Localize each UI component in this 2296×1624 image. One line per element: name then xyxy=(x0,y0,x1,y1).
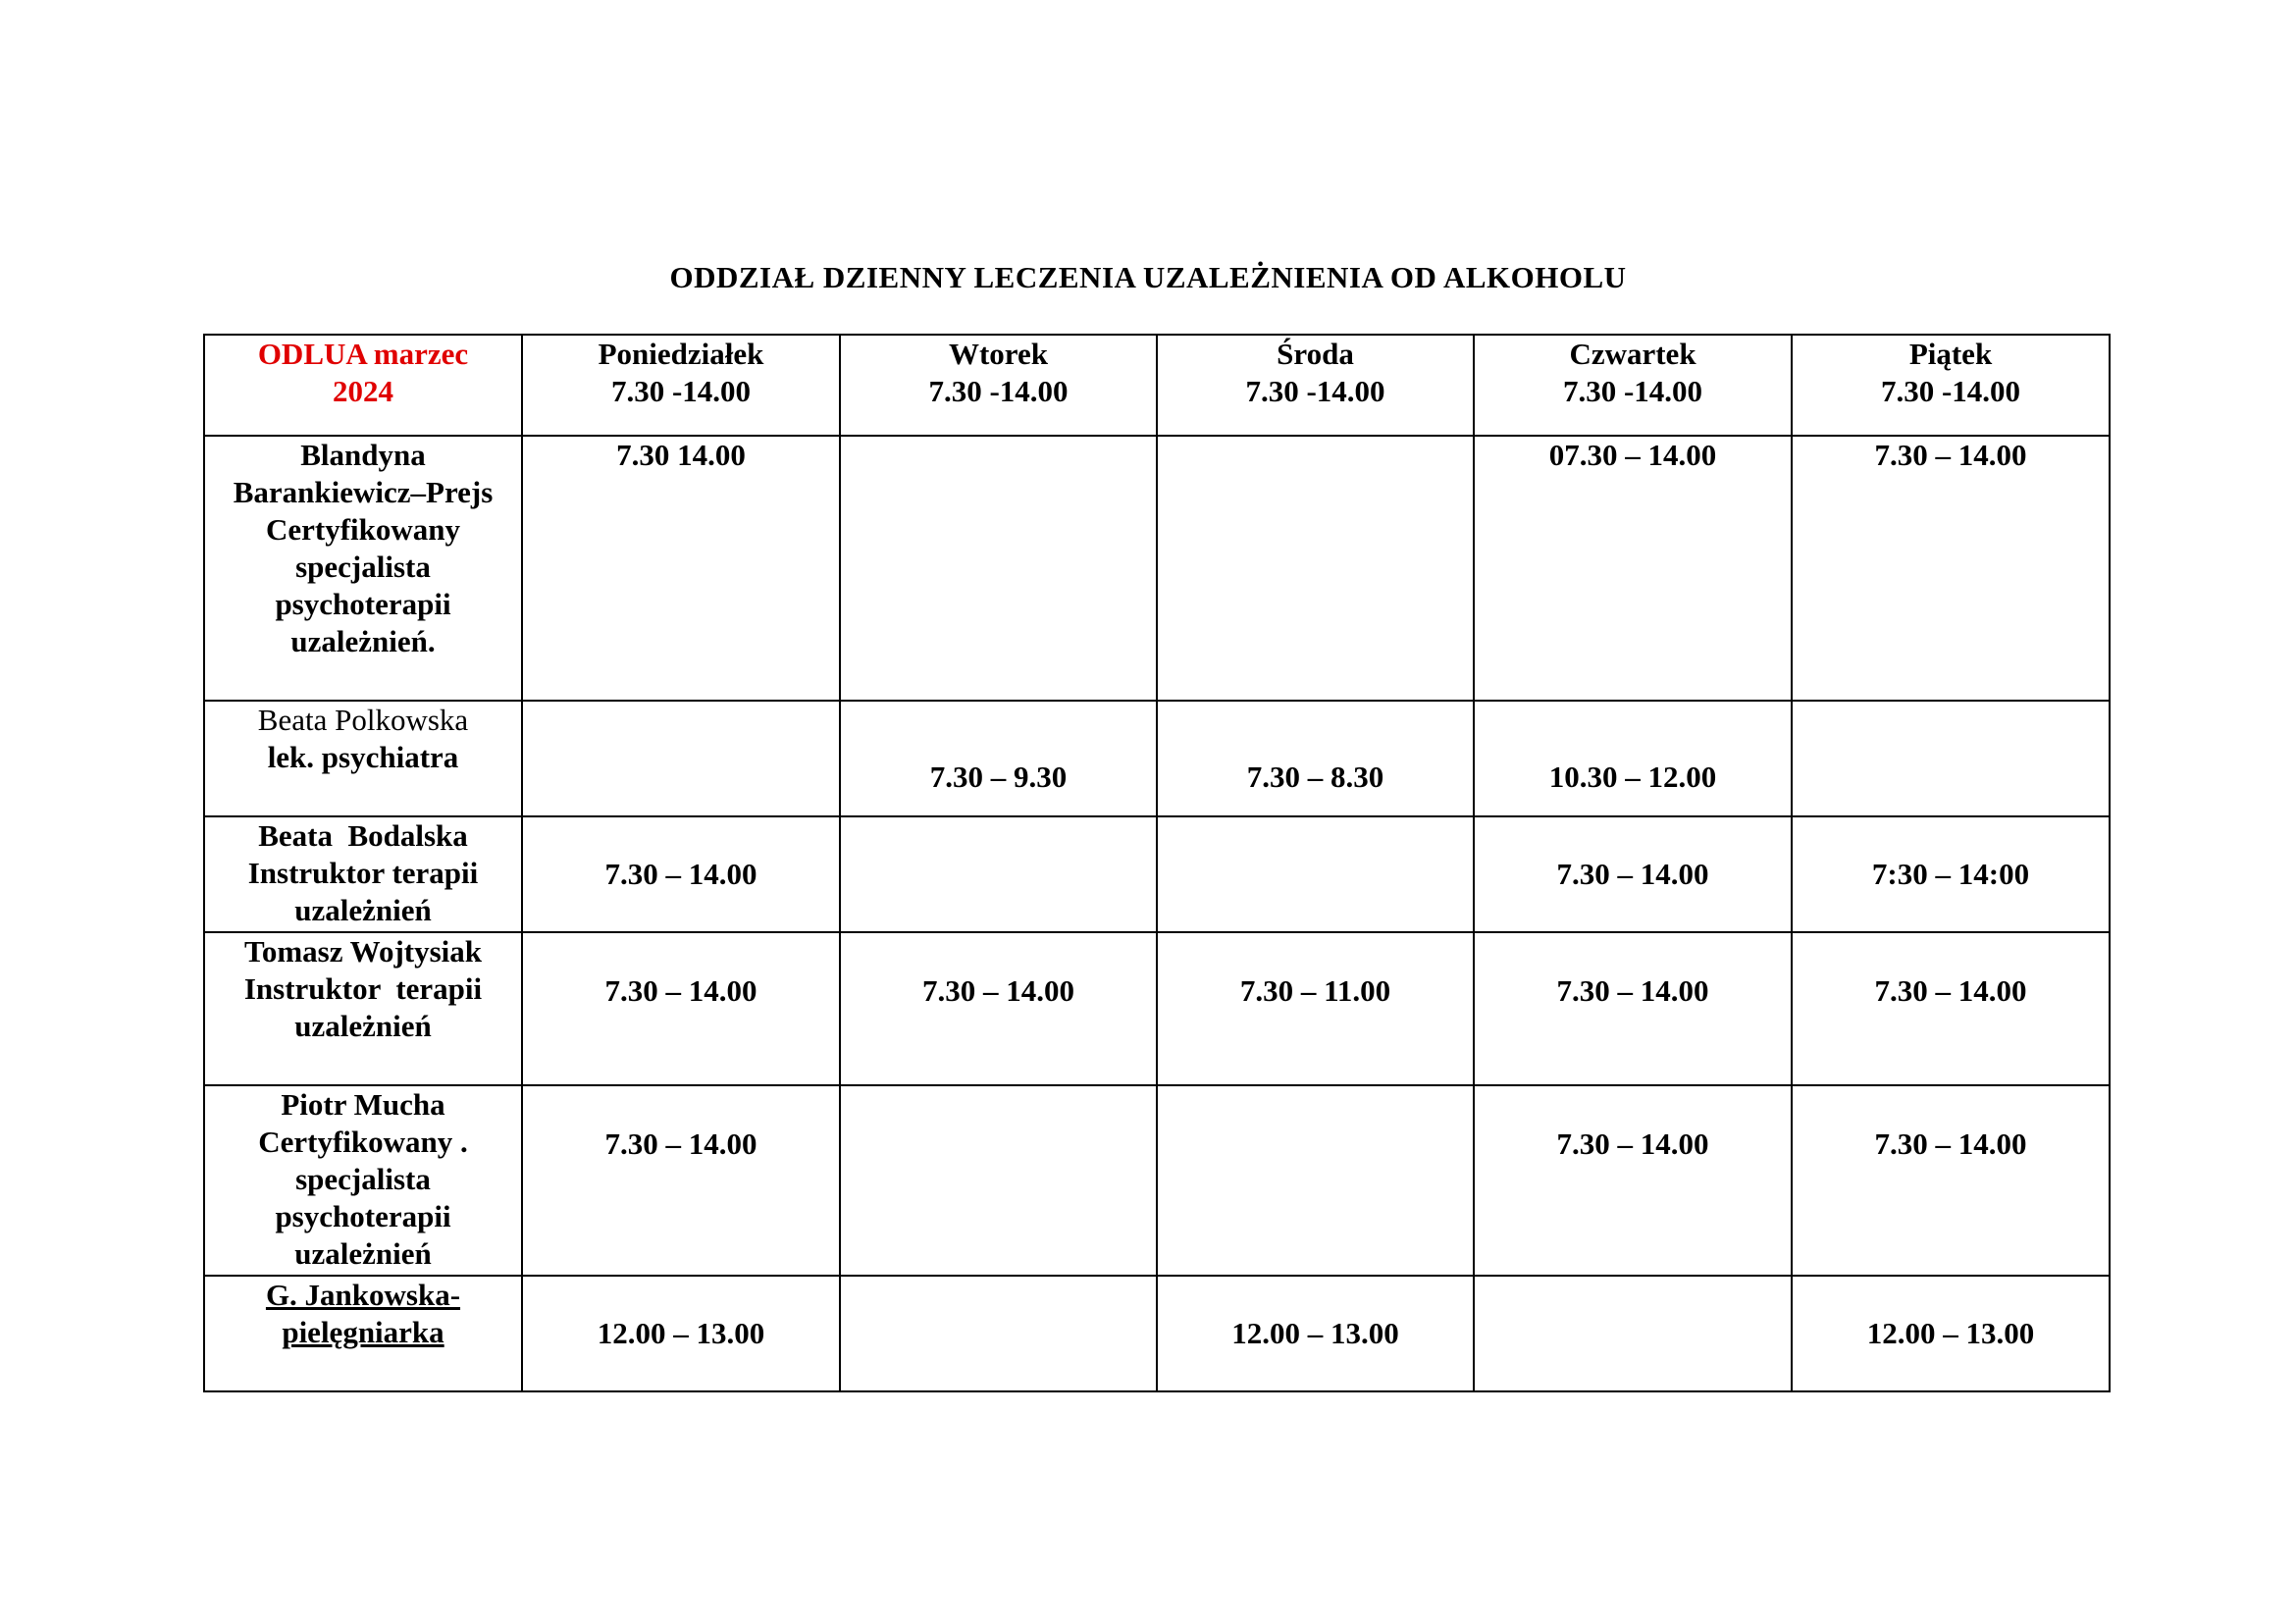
staff-role: Instruktor terapii xyxy=(243,971,483,1006)
staff-cell xyxy=(204,436,522,701)
table-row xyxy=(204,1276,2110,1391)
schedule-cell: 7.30 – 14.00 xyxy=(1474,816,1792,932)
corner-year: 2024 xyxy=(333,374,393,408)
schedule-cell: 7.30 – 14.00 xyxy=(1474,932,1792,1085)
schedule-cell: 7.30 – 14.00 xyxy=(1792,436,2110,701)
day-header-monday xyxy=(522,335,840,436)
staff-cell xyxy=(204,816,522,932)
day-hours: 7.30 -14.00 xyxy=(610,374,752,408)
staff-role: uzależnień xyxy=(294,1236,432,1271)
day-header-tuesday xyxy=(840,335,1157,436)
staff-name: Piotr Mucha xyxy=(281,1087,445,1122)
schedule-cell xyxy=(840,816,1157,932)
table-row xyxy=(204,816,2110,932)
staff-role: pielęgniarka xyxy=(282,1315,444,1349)
staff-cell xyxy=(204,701,522,816)
schedule-cell: 7.30 – 8.30 xyxy=(1157,701,1474,816)
schedule-cell: 7.30 – 14.00 xyxy=(1792,1085,2110,1276)
schedule-cell xyxy=(1792,701,2110,816)
staff-name: Beata Bodalska xyxy=(258,818,468,853)
staff-name: Blandyna xyxy=(300,438,426,472)
staff-role: psychoterapii xyxy=(275,1199,451,1233)
staff-role: Certyfikowany . xyxy=(258,1125,468,1159)
staff-name: Beata Polkowska xyxy=(257,703,469,737)
schedule-table xyxy=(203,334,2111,1392)
page-title: ODDZIAŁ DZIENNY LECZENIA UZALEŻNIENIA OD ALKOHOLU xyxy=(669,260,1627,294)
staff-role: psychoterapii xyxy=(275,587,451,621)
table-row xyxy=(204,701,2110,816)
staff-name: G. Jankowska- xyxy=(265,1278,461,1312)
schedule-cell xyxy=(840,1276,1157,1391)
schedule-cell: 7.30 – 11.00 xyxy=(1157,932,1474,1085)
day-hours: 7.30 -14.00 xyxy=(1245,374,1385,408)
schedule-cell: 7.30 – 14.00 xyxy=(522,932,840,1085)
corner-cell xyxy=(204,335,522,436)
staff-role: uzależnień. xyxy=(290,624,436,658)
schedule-cell: 7.30 – 14.00 xyxy=(840,932,1157,1085)
schedule-cell xyxy=(840,1085,1157,1276)
schedule-cell: 7.30 – 9.30 xyxy=(840,701,1157,816)
day-name: Piątek xyxy=(1908,337,1993,371)
schedule-cell: 10.30 – 12.00 xyxy=(1474,701,1792,816)
table-row xyxy=(204,932,2110,1085)
schedule-cell xyxy=(840,436,1157,701)
day-header-wednesday xyxy=(1157,335,1474,436)
schedule-cell: 7.30 – 14.00 xyxy=(1792,932,2110,1085)
staff-name: Tomasz Wojtysiak xyxy=(243,934,483,969)
schedule-cell xyxy=(522,701,840,816)
staff-role: Certyfikowany xyxy=(265,512,461,547)
header-row xyxy=(204,335,2110,436)
schedule-cell: 7.30 – 14.00 xyxy=(522,1085,840,1276)
schedule-cell xyxy=(1157,816,1474,932)
schedule-cell xyxy=(1157,1085,1474,1276)
day-name: Czwartek xyxy=(1569,337,1696,371)
day-header-friday xyxy=(1792,335,2110,436)
day-hours: 7.30 -14.00 xyxy=(1880,374,2021,408)
staff-role: Instruktor terapii xyxy=(247,856,479,890)
schedule-cell: 12.00 – 13.00 xyxy=(1792,1276,2110,1391)
day-name: Poniedziałek xyxy=(598,337,764,371)
schedule-cell: 12.00 – 13.00 xyxy=(522,1276,840,1391)
staff-role: specjalista xyxy=(295,1162,431,1196)
staff-role: uzależnień xyxy=(294,1009,432,1043)
schedule-cell xyxy=(1157,436,1474,701)
day-hours: 7.30 -14.00 xyxy=(928,374,1069,408)
staff-cell xyxy=(204,932,522,1085)
schedule-cell: 7.30 14.00 xyxy=(522,436,840,701)
day-hours: 7.30 -14.00 xyxy=(1562,374,1703,408)
schedule-cell: 12.00 – 13.00 xyxy=(1157,1276,1474,1391)
table-row xyxy=(204,436,2110,701)
staff-cell xyxy=(204,1276,522,1391)
schedule-cell xyxy=(1474,1276,1792,1391)
staff-cell xyxy=(204,1085,522,1276)
staff-name: Barankiewicz–Prejs xyxy=(233,475,494,509)
day-header-thursday xyxy=(1474,335,1792,436)
table-row xyxy=(204,1085,2110,1276)
staff-role: uzależnień xyxy=(294,893,432,927)
day-name: Środa xyxy=(1277,337,1354,371)
corner-label: ODLUA marzec xyxy=(257,337,469,371)
schedule-cell: 7.30 – 14.00 xyxy=(522,816,840,932)
staff-role: lek. psychiatra xyxy=(267,740,459,774)
schedule-cell: 07.30 – 14.00 xyxy=(1474,436,1792,701)
staff-role: specjalista xyxy=(295,550,431,584)
day-name: Wtorek xyxy=(948,337,1049,371)
schedule-cell: 7:30 – 14:00 xyxy=(1792,816,2110,932)
schedule-cell: 7.30 – 14.00 xyxy=(1474,1085,1792,1276)
